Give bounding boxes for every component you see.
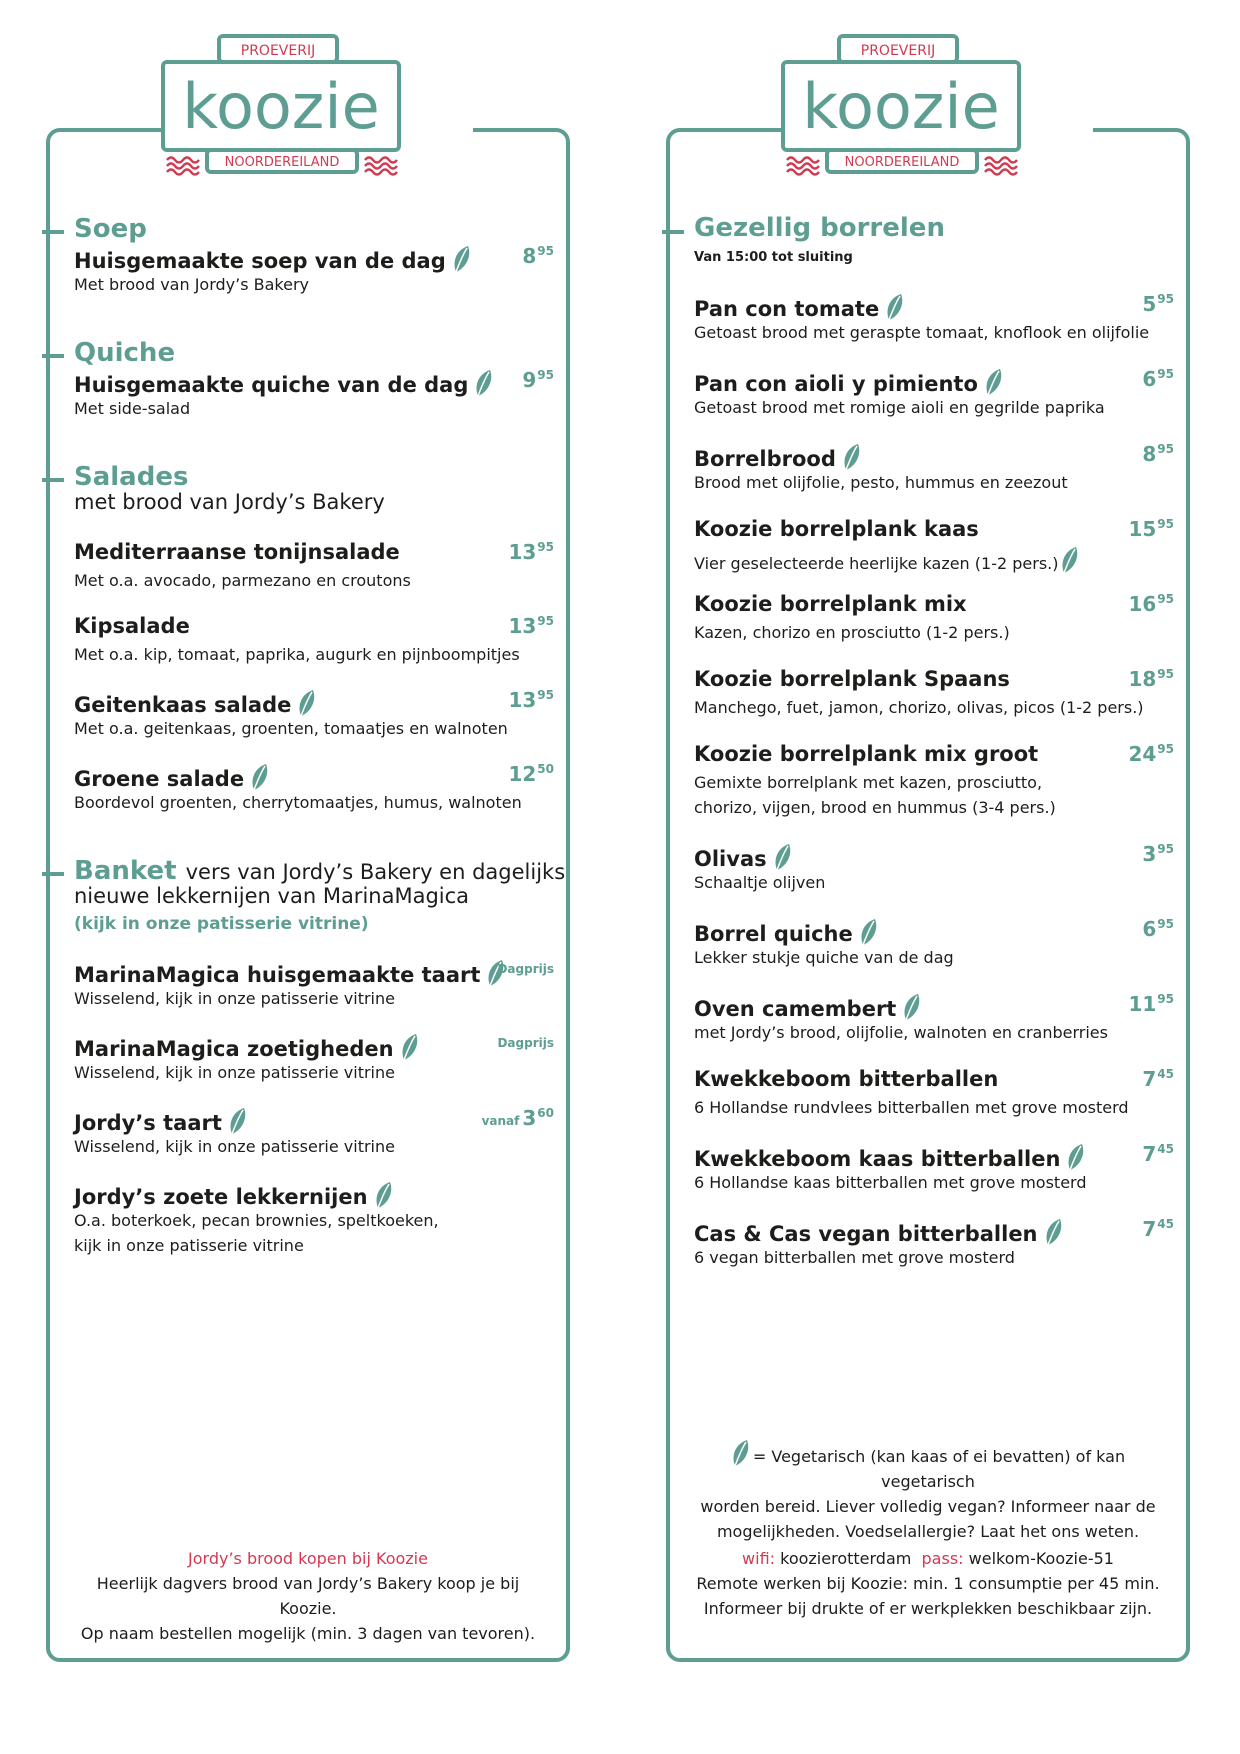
menu-item-name: Kwekkeboom kaas bitterballen [694,1142,1086,1172]
menu-item-description: chorizo, vijgen, brood en hummus (3-4 pers.) [694,798,1056,817]
item-price: $8^{95}$ [1142,442,1174,466]
legend-line: worden bereid. Liever volledig vegan? Informeer naar de [700,1497,1156,1516]
menu-item-description: kijk in onze patisserie vitrine [74,1236,304,1255]
menu-item-description: 6 vegan bitterballen met grove mosterd [694,1248,1015,1267]
menu-item-name: Kwekkeboom bitterballen [694,1067,999,1091]
menu-item-name: MarinaMagica zoetigheden [74,1032,420,1062]
logo-top-banner: PROEVERIJ [240,43,316,59]
bread-footer [66,1546,550,1646]
menu-item-description: O.a. boterkoek, pecan brownies, speltkoeken, [74,1211,439,1230]
leaf-icon [842,442,862,472]
menu-item-description: Vier geselecteerde heerlijke kazen (1-2 pers.) [694,545,1080,576]
logo-bottom-banner: NOORDEREILAND [844,155,960,170]
item-price: Dagprijs [497,1036,554,1050]
menu-item-name: Huisgemaakte soep van de dag [74,244,472,274]
menu-item-description: Schaaltje olijven [694,873,826,892]
menu-item-description: Getoast brood met romige aioli en gegrilde paprika [694,398,1105,417]
menu-item-name: Jordy’s zoete lekkernijen [74,1180,394,1210]
menu-item-description: Met o.a. avocado, parmezano en croutons [74,571,411,590]
item-price: $5^{95}$ [1142,292,1174,316]
menu-item-name: Borrelbrood [694,442,862,472]
leaf-icon [228,1106,248,1136]
item-price: $9^{95}$ [522,368,554,392]
menu-item-name: Koozie borrelplank mix groot [694,742,1039,766]
menu-item-description: met Jordy’s brood, olijfolie, walnoten en cranberries [694,1023,1108,1042]
vegetarian-legend [686,1438,1170,1544]
item-price: $6^{95}$ [1142,367,1174,391]
logo-top-banner: PROEVERIJ [860,43,936,59]
wifi-line: wifi: koozierotterdam pass: welkom-Koozie-51 [742,1549,1114,1568]
section-title-soep: Soep [74,214,147,244]
leaf-icon [1066,1142,1086,1172]
section-title-salades: Salades [74,462,189,492]
item-price: $24^{95}$ [1128,742,1174,766]
section-marker [662,230,684,234]
menu-item-name: Cas & Cas vegan bitterballen [694,1217,1064,1247]
leaf-icon [1060,545,1080,575]
section-title-banket: Banket vers van Jordy’s Bakery en dagelijks [74,856,566,886]
leaf-icon [902,992,922,1022]
item-price: $16^{95}$ [1128,592,1174,616]
leaf-icon [885,292,905,322]
menu-item-name: MarinaMagica huisgemaakte taart [74,958,506,988]
leaf-icon [452,244,472,274]
menu-item-name: Kipsalade [74,614,190,638]
section-title-borrelen: Gezellig borrelen [694,213,945,243]
menu-item-name: Olivas [694,842,793,872]
item-price: Dagprijs [497,962,554,976]
menu-item-description: 6 Hollandse kaas bitterballen met grove mosterd [694,1173,1087,1192]
menu-item-description: Met o.a. geitenkaas, groenten, tomaatjes en walnoten [74,719,508,738]
logo-wordmark: koozie [802,70,1000,143]
item-price: $7^{45}$ [1142,1067,1174,1091]
menu-item-description: Kazen, chorizo en prosciutto (1-2 pers.) [694,623,1010,642]
menu-item-name: Mediterraanse tonijnsalade [74,540,400,564]
wifi-network: koozierotterdam [780,1549,912,1568]
menu-item-description: Manchego, fuet, jamon, chorizo, olivas, picos (1-2 pers.) [694,698,1144,717]
legend-line: mogelijkheden. Voedselallergie? Laat het ons weten. [716,1522,1140,1541]
menu-item-name: Oven camembert [694,992,922,1022]
menu-item-name: Jordy’s taart [74,1106,248,1136]
leaf-icon [474,368,494,398]
wifi-footer [686,1546,1170,1621]
menu-item-name: Koozie borrelplank mix [694,592,967,616]
leaf-icon [400,1032,420,1062]
koozie-logo [161,0,473,180]
menu-item-name: Koozie borrelplank Spaans [694,667,1010,691]
item-price: $12^{50}$ [508,762,554,786]
item-price: $15^{95}$ [1128,517,1174,541]
menu-item-description: Wisselend, kijk in onze patisserie vitrine [74,1063,395,1082]
section-note: (kijk in onze patisserie vitrine) [74,914,369,934]
leaf-icon [374,1180,394,1210]
menu-item-description: Lekker stukje quiche van de dag [694,948,954,967]
item-price: $11^{95}$ [1128,992,1174,1016]
menu-item-name: Huisgemaakte quiche van de dag [74,368,494,398]
item-price: $13^{95}$ [508,540,554,564]
leaf-icon [250,762,270,792]
item-price: $18^{95}$ [1128,667,1174,691]
menu-item-name: Borrel quiche [694,917,879,947]
leaf-icon [731,1438,751,1468]
item-price: $13^{95}$ [508,614,554,638]
menu-item-description: Met o.a. kip, tomaat, paprika, augurk en pijnboompitjes [74,645,520,664]
section-title-quiche: Quiche [74,338,176,368]
item-price: $8^{95}$ [522,244,554,268]
menu-item-description: Getoast brood met geraspte tomaat, knoflook en olijfolie [694,323,1150,342]
item-price: vanaf $3^{60}$ [481,1106,554,1130]
menu-item-name: Groene salade [74,762,270,792]
footer-line: Remote werken bij Koozie: min. 1 consumptie per 45 min. [696,1574,1160,1593]
wifi-password: welkom-Koozie-51 [968,1549,1114,1568]
section-marker [42,230,64,234]
leaf-icon [984,367,1004,397]
item-price: $6^{95}$ [1142,917,1174,941]
item-price: $7^{45}$ [1142,1142,1174,1166]
right-menu-panel [666,0,1196,1754]
leaf-icon [859,917,879,947]
menu-item-description: Boordevol groenten, cherrytomaatjes, humus, walnoten [74,793,522,812]
legend-line: = Vegetarisch (kan kaas of ei bevatten) of kan vegetarisch [686,1438,1170,1494]
menu-item-description: Gemixte borrelplank met kazen, prosciutto, [694,773,1043,792]
menu-item-description: Brood met olijfolie, pesto, hummus en zeezout [694,473,1068,492]
leaf-icon [297,688,317,718]
menu-item-description: Met side-salad [74,399,191,418]
menu-item-name: Geitenkaas salade [74,688,317,718]
footer-line: Op naam bestellen mogelijk (min. 3 dagen van tevoren). [80,1624,536,1643]
item-price: $3^{95}$ [1142,842,1174,866]
footer-line: Informeer bij drukte of er werkplekken beschikbaar zijn. [703,1599,1153,1618]
menu-item-description: Wisselend, kijk in onze patisserie vitrine [74,1137,395,1156]
logo-wordmark: koozie [182,70,380,143]
section-note: Van 15:00 tot sluiting [694,250,853,265]
footer-line: Heerlijk dagvers brood van Jordy’s Bakery koop je bij Koozie. [96,1574,520,1618]
leaf-icon [1044,1217,1064,1247]
section-subtitle: nieuwe lekkernijen van MarinaMagica [74,884,470,908]
menu-frame [666,128,1190,1662]
leaf-icon [773,842,793,872]
section-marker [42,354,64,358]
logo-bottom-banner: NOORDEREILAND [224,155,340,170]
menu-item-name: Pan con aioli y pimiento [694,367,1004,397]
section-marker [42,872,64,876]
left-menu-panel [46,0,576,1754]
menu-item-description: Met brood van Jordy’s Bakery [74,275,310,294]
section-subtitle: met brood van Jordy’s Bakery [74,490,385,514]
menu-item-name: Pan con tomate [694,292,905,322]
item-price: $13^{95}$ [508,688,554,712]
menu-item-description: 6 Hollandse rundvlees bitterballen met grove mosterd [694,1098,1129,1117]
menu-item-name: Koozie borrelplank kaas [694,517,979,541]
footer-title: Jordy’s brood kopen bij Koozie [188,1549,428,1568]
section-marker [42,478,64,482]
menu-item-description: Wisselend, kijk in onze patisserie vitrine [74,989,395,1008]
koozie-logo [781,0,1093,180]
item-price: $7^{45}$ [1142,1217,1174,1241]
